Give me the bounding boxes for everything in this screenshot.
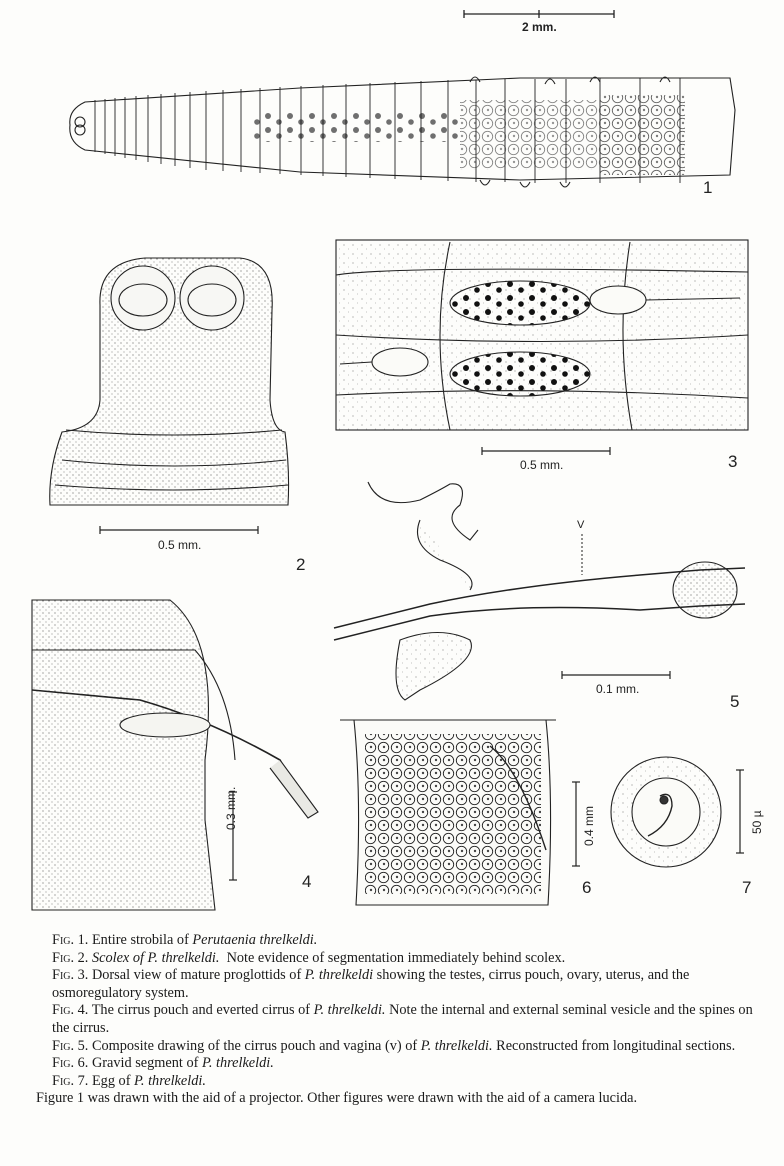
caption-italic: P. threlkeldi. [134,1072,206,1089]
fig4-scale-label: 0.3 mm. [224,786,238,830]
caption-label: Fig. 6. [52,1055,89,1072]
fig6-gravid-segment [340,720,556,905]
fig3-scale-label: 0.5 mm. [520,458,564,472]
fig5-scale-label: 0.1 mm. [596,682,640,696]
caption-label: Fig. 1. [52,932,89,948]
caption-italic: P. threlkeldi. [313,1002,386,1019]
caption-text: Reconstructed from longitudinal sections. [492,1037,736,1054]
fig3-proglottids [336,240,748,430]
fig7-number: 7 [742,878,752,897]
fig6-scale-label: 0.4 mm [582,805,596,846]
fig5-scale-bar [562,671,670,679]
fig5-cirrus-vagina [334,482,745,700]
fig2-scale-bar [100,526,258,534]
caption-text: Egg of [91,1072,135,1089]
fig2-scale-label: 0.5 mm. [158,538,202,552]
fig5-v-label: V [577,519,585,531]
fig2-number: 2 [296,555,306,574]
caption-fig6 [52,1055,764,1073]
caption-fig7 [52,1073,764,1091]
fig6-number: 6 [582,878,592,897]
fig2-scolex [50,258,289,505]
caption-fig5 [52,1038,764,1056]
caption-text: Composite drawing of the cirrus pouch and vagina (v) of [91,1037,421,1054]
caption-fig2 [52,950,764,968]
fig3-scale-bar [482,447,610,455]
caption-text: Note the internal and external seminal vesicle and the spines on the cirrus. [52,1002,753,1036]
fig5-number: 5 [730,692,740,711]
fig1-scale-label: 2 mm. [522,20,557,34]
caption-italic: P. threlkeldi. [420,1037,493,1054]
caption-text: The cirrus pouch and everted cirrus of [91,1002,314,1019]
caption-label: Fig. 2. [52,949,89,966]
caption-fig3 [52,967,764,1002]
fig6-scale-bar [572,782,580,866]
caption-fig4 [52,1002,764,1037]
fig7-egg [611,757,721,867]
caption-italic: P. threlkeldi. [201,1055,274,1072]
caption-italic: Perutaenia threlkeldi. [192,932,318,948]
fig4-number: 4 [302,872,312,891]
caption-text: Entire strobila of [91,932,193,948]
caption-text: Gravid segment of [91,1055,202,1072]
caption-fig1 [52,932,764,950]
caption-italic: P. threlkeldi [304,967,374,984]
caption-label: Fig. 7. [52,1072,89,1089]
fig3-number: 3 [728,452,738,471]
fig7-scale-label: 50 µ [750,810,764,834]
caption-text: showing the testes, cirrus pouch, ovary, uterus, and the osmoregulatory system. [52,967,690,1001]
caption-note: Figure 1 was drawn with the aid of a projector. Other figures were drawn with the aid of a camera lucida. [36,1090,638,1107]
caption-label: Fig. 4. [52,1002,89,1019]
caption-text: Dorsal view of mature proglottids of [91,967,305,984]
fig1-number: 1 [703,178,713,197]
fig4-cirrus-pouch [32,600,318,910]
caption-italic: Scolex of P. threlkeldi. [91,949,220,966]
fig7-scale-bar [736,770,744,853]
caption-text: Note evidence of segmentation immediately behind scolex. [226,949,566,966]
caption-label: Fig. 3. [52,967,89,984]
caption-block [36,932,764,1108]
fig1-scale-bar [464,10,614,18]
caption-label: Fig. 5. [52,1037,89,1054]
fig1-strobila [70,77,735,187]
